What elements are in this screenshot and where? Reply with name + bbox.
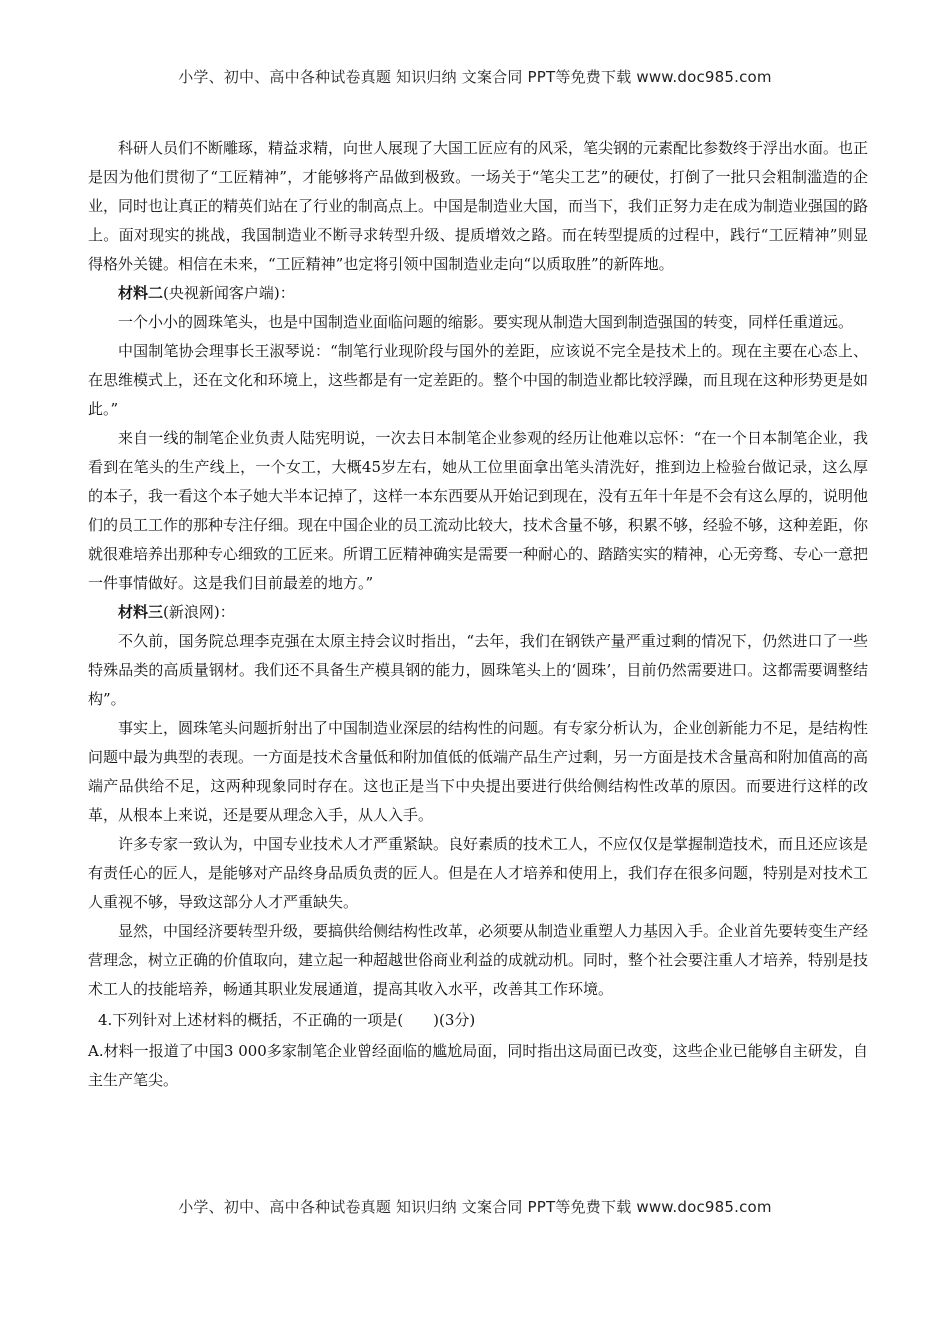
article-body (88, 134, 868, 1095)
material3-paragraph-1: 不久前，国务院总理李克强在太原主持会议时指出，“去年，我们在钢铁产量严重过剩的情况下，仍然进口了一些特殊品类的高质量钢材。我们还不具备生产模具钢的能力，圆珠笔头上的‘圆珠’，目前仍然需要进口。这都需要调整结构”。 (88, 632, 868, 708)
question-4-option-a: A.材料一报道了中国3 000多家制笔企业曾经面临的尴尬局面，同时指出这局面已改变，这些企业已能够自主研发，自主生产笔尖。 (88, 1042, 868, 1089)
question-4-stem: 4.下列针对上述材料的概括，不正确的一项是( )(3分) (98, 1011, 476, 1029)
material3-paragraph-2: 事实上，圆珠笔头问题折射出了中国制造业深层的结构性的问题。有专家分析认为，企业创新能力不足，是结构性问题中最为典型的表现。一方面是技术含量低和附加值低的低端产品生产过剩，另一方面是技术含量高和附加值高的高端产品供给不足，这两种现象同时存在。这也正是当下中央提出要进行供给侧结构性改革的原因。而要进行这样的改革，从根本上来说，还是要从理念入手，从人入手。 (88, 719, 869, 824)
material3-paragraph-3: 许多专家一致认为，中国专业技术人才严重紧缺。良好素质的技术工人，不应仅仅是掌握制造技术，而且还应该是有责任心的匠人，是能够对产品终身品质负责的匠人。但是在人才培养和使用上，我们存在很多问题，特别是对技术工人重视不够，导致这部分人才严重缺失。 (88, 835, 869, 911)
material3-heading (88, 598, 868, 627)
header-banner: 小学、初中、高中各种试卷真题 知识归纳 文案合同 PPT等免费下载 www.doc985.com (178, 68, 772, 86)
material3-paragraph-4: 显然，中国经济要转型升级，要搞供给侧结构性改革，必须要从制造业重塑人力基因入手。企业首先要转变生产经营理念，树立正确的价值取向，建立起一种超越世俗商业利益的成就动机。同时，整个社会要注重人才培养，特别是技术工人的技能培养，畅通其职业发展通道，提高其收入水平，改善其工作环境。 (88, 922, 869, 998)
material2-paragraph-3: 来自一线的制笔企业负责人陆宪明说，一次去日本制笔企业参观的经历让他难以忘怀：“在一个日本制笔企业，我看到在笔头的生产线上，一个女工，大概45岁左右，她从工位里面拿出笔头清洗好，推到边上检验台做记录，这么厚的本子，我一看这个本子她大半本记掉了，这样一本东西要从开始记到现在，没有五年十年是不会有这么厚的，说明他们的员工工作的那种专注仔细。现在中国企业的员工流动比较大，技术含量不够，积累不够，经验不够，这种差距，你就很难培养出那种专心细致的工匠来。所谓工匠精神确实是需要一种耐心的、踏踏实实的精神，心无旁骛、专心一意把一件事情做好。这是我们目前最差的地方。” (88, 429, 869, 592)
material3-label: 材料三 (118, 603, 164, 621)
material2-heading (88, 279, 868, 308)
material2-paragraph-2: 中国制笔协会理事长王淑琴说：“制笔行业现阶段与国外的差距，应该说不完全是技术上的。现在主要在心态上、在思维模式上，还在文化和环境上，这些都是有一定差距的。整个中国的制造业都比较浮躁，而且现在这种形势更是如此。” (88, 342, 869, 418)
material2-paragraph-1: 一个小小的圆珠笔头，也是中国制造业面临问题的缩影。要实现从制造大国到制造强国的转变，同样任重道远。 (118, 313, 854, 331)
footer-banner: 小学、初中、高中各种试卷真题 知识归纳 文案合同 PPT等免费下载 www.doc985.com (178, 1198, 772, 1216)
material1-paragraph-1: 科研人员们不断雕琢，精益求精，向世人展现了大国工匠应有的风采，笔尖钢的元素配比参数终于浮出水面。也正是因为他们贯彻了“工匠精神”，才能够将产品做到极致。一场关于“笔尖工艺”的硬仗，打倒了一批只会粗制滥造的企业，同时也让真正的精英们站在了行业的制高点上。中国是制造业大国，而当下，我们正努力走在成为制造业强国的路上。面对现实的挑战，我国制造业不断寻求转型升级、提质增效之路。而在转型提质的过程中，践行“工匠精神”则显得格外关键。相信在未来，“工匠精神”也定将引领中国制造业走向“以质取胜”的新阵地。 (88, 139, 869, 273)
material2-source: (央视新闻客户端)： (163, 284, 295, 302)
material3-source: (新浪网)： (163, 603, 235, 621)
material2-label: 材料二 (118, 284, 164, 302)
